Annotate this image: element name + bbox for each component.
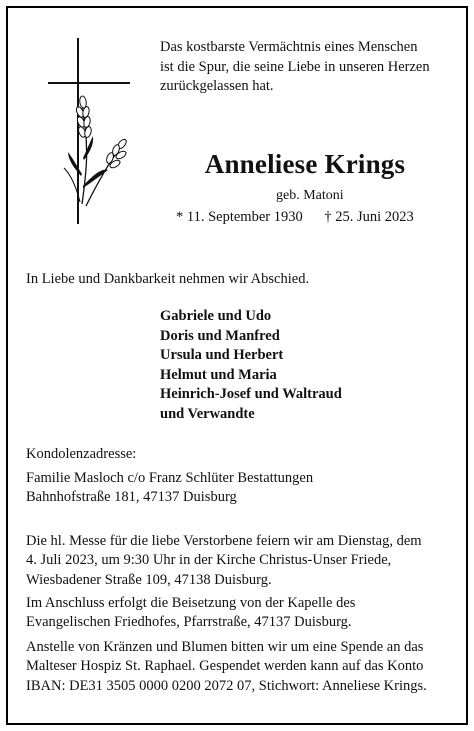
obituary-notice [6,6,468,725]
paragraph-line: Im Anschluss erfolgt die Beisetzung von der Kapelle des [26,595,356,611]
quote-line: ist die Spur, die seine Liebe in unseren Herzen [160,58,430,75]
birth-symbol: * [176,209,184,225]
paragraph-line: Anstelle von Kränzen und Blumen bitten wir um eine Spende an das [26,639,424,655]
death-symbol: † [324,209,332,225]
condolence-address [26,469,313,507]
paragraph-line: 4. Juli 2023, um 9:30 Uhr in der Kirche Christus-Unser Friede, [26,552,392,569]
paragraph-line: Die hl. Messe für die liebe Verstorbene feiern wir am Dienstag, dem [26,533,422,549]
mourner: Helmut und Maria [160,366,277,383]
birth-name: geb. Matoni [276,188,344,203]
cross-with-wheat-icon [46,36,132,226]
death-date: 25. Juni 2023 [335,209,414,225]
mourner: Heinrich-Josef und Waltraud [160,386,342,403]
deceased-name: Anneliese Krings [204,149,406,179]
paragraph-line: Evangelischen Friedhofes, Pfarrstraße, 47137 Duisburg. [26,614,352,631]
birth-date: 11. September 1930 [186,209,303,225]
mourners-list [160,307,342,425]
paragraph-line: Malteser Hospiz St. Raphael. Gespendet werden kann auf das Konto [26,658,424,675]
address-line: Familie Masloch c/o Franz Schlüter Bestattungen [26,470,314,486]
memorial-quote [160,38,460,97]
paragraph-line: IBAN: DE31 3505 0000 0200 2072 07, Stichwort: Anneliese Krings. [26,677,427,694]
burial-info [26,594,355,633]
quote-line: Das kostbarste Vermächtnis eines Menschen [160,39,418,55]
farewell-text: In Liebe und Dankbarkeit nehmen wir Abschied. [26,271,310,287]
mourner: Doris und Manfred [160,327,280,344]
mourner: Gabriele und Udo [160,308,272,324]
condolence-label: Kondolenzadresse: [26,446,137,462]
address-line: Bahnhofstraße 181, 47137 Duisburg [26,489,237,505]
donation-info [26,638,427,696]
quote-line: zurückgelassen hat. [160,78,274,94]
mass-info [26,532,422,590]
mourner: und Verwandte [160,405,255,422]
paragraph-line: Wiesbadener Straße 109, 47138 Duisburg. [26,571,272,588]
life-dates [176,208,414,226]
mourner: Ursula und Herbert [160,347,284,364]
